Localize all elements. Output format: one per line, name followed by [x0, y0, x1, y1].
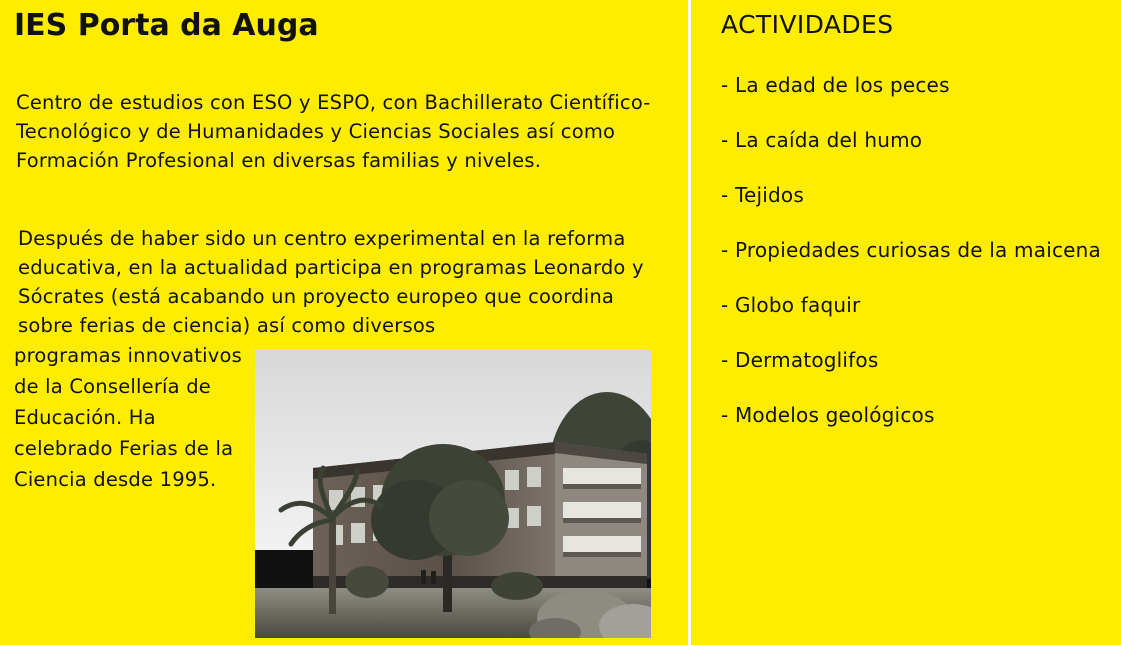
intro-paragraph: Centro de estudios con ESO y ESPO, con Bachillerato Científico-Tecnológico y de Humanidades y Ciencias Sociales así como Formación Profesional en diversas familias y niveles.: [16, 91, 651, 172]
programs-paragraph: programas innovativos de la Consellería de Educación. Ha celebrado Ferias de la Ciencia desde 1995.: [14, 344, 242, 491]
photo-illustration: [255, 350, 651, 638]
list-item: - La caída del humo: [721, 128, 923, 152]
list-item: - Propiedades curiosas de la maicena: [721, 238, 1101, 262]
page-title: IES Porta da Auga: [14, 8, 319, 43]
history-paragraph: Después de haber sido un centro experimental en la reforma educativa, en la actualidad participa en programas Leonardo y Sócrates (está acabando un proyecto europeo que coordina sobre ferias de ciencia) así como diversos: [18, 227, 644, 337]
activities-heading: ACTIVIDADES: [721, 10, 894, 39]
school-building-photo: [255, 350, 651, 638]
list-item: - La edad de los peces: [721, 73, 950, 97]
list-item: - Modelos geológicos: [721, 403, 935, 427]
list-item: - Globo faquir: [721, 293, 861, 317]
right-column: [691, 0, 1121, 645]
list-item: - Tejidos: [721, 183, 804, 207]
activities-list: [721, 58, 1121, 443]
list-item: - Dermatoglifos: [721, 348, 879, 372]
